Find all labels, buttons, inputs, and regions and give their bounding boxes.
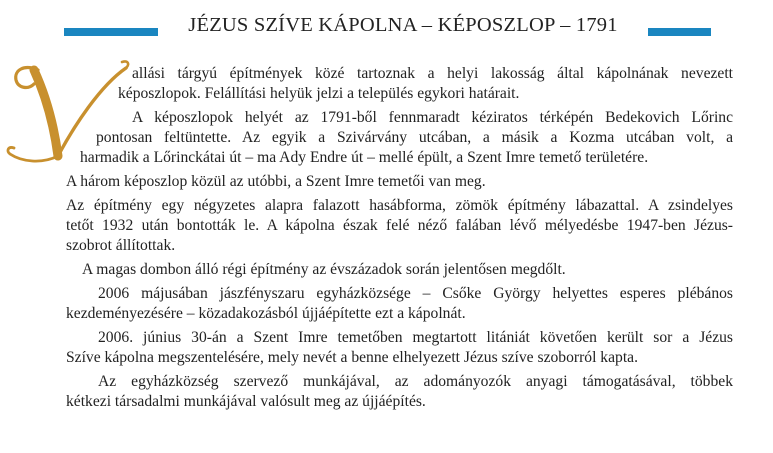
text-line: Az egyházközség szervező munkájával, az adományozók anyagi támogatásával, többek	[98, 373, 733, 390]
text-line: pontosan feltüntette. Az egyik a Szivárvány utcában, a másik a Kozma utcában volt, a	[96, 129, 733, 146]
text-line: kétkezi társadalmi munkájával valósult meg az újjáépítés.	[66, 393, 426, 410]
text-line: tetőt 1932 után bontották le. A kápolna észak felé néző falában lévő mélyedésbe 1947-ben Jézus-	[66, 217, 733, 234]
text-line: A magas dombon álló régi építmény az évszázadok során jelentősen megdőlt.	[82, 261, 566, 278]
page-title: JÉZUS SZÍVE KÁPOLNA – KÉPOSZLOP – 1791	[188, 14, 618, 36]
text-line: Szíve kápolna megszentelésére, mely nevét a benne elhelyezett Jézus szíve szoborról kapta.	[66, 349, 638, 366]
text-line: 2006 májusában jászfényszaru egyházközsége – Csőke György helyettes esperes plébános	[98, 285, 733, 302]
text-line: Az építmény egy négyzetes alapra falazott hasábforma, zömök építmény lábazattal. A zsindelyes	[66, 197, 733, 214]
text-line: allási tárgyú építmények közé tartoznak a helyi lakosság által kápolnának nevezett	[132, 65, 733, 82]
text-line: szobrot állítottak.	[66, 237, 176, 254]
text-line: A képoszlopok helyét az 1791-ből fennmaradt kéziratos térképén Bedekovich Lőrinc	[132, 109, 733, 126]
text-line: harmadik a Lőrinckátai út – ma Ady Endre út – mellé épült, a Szent Imre temető területére.	[80, 149, 649, 166]
text-line: A három képoszlop közül az utóbbi, a Szent Imre temetői van meg.	[66, 173, 486, 190]
text-line: képoszlopok. Felállítási helyük jelzi a település egykori határait.	[118, 85, 520, 102]
text-line: kezdeményezésére – közadakozásból újjáépítette ezt a kápolnát.	[66, 305, 466, 322]
text-line: 2006. június 30-án a Szent Imre temetőben megtartott litániát követően került sor a Jézus	[98, 329, 733, 346]
